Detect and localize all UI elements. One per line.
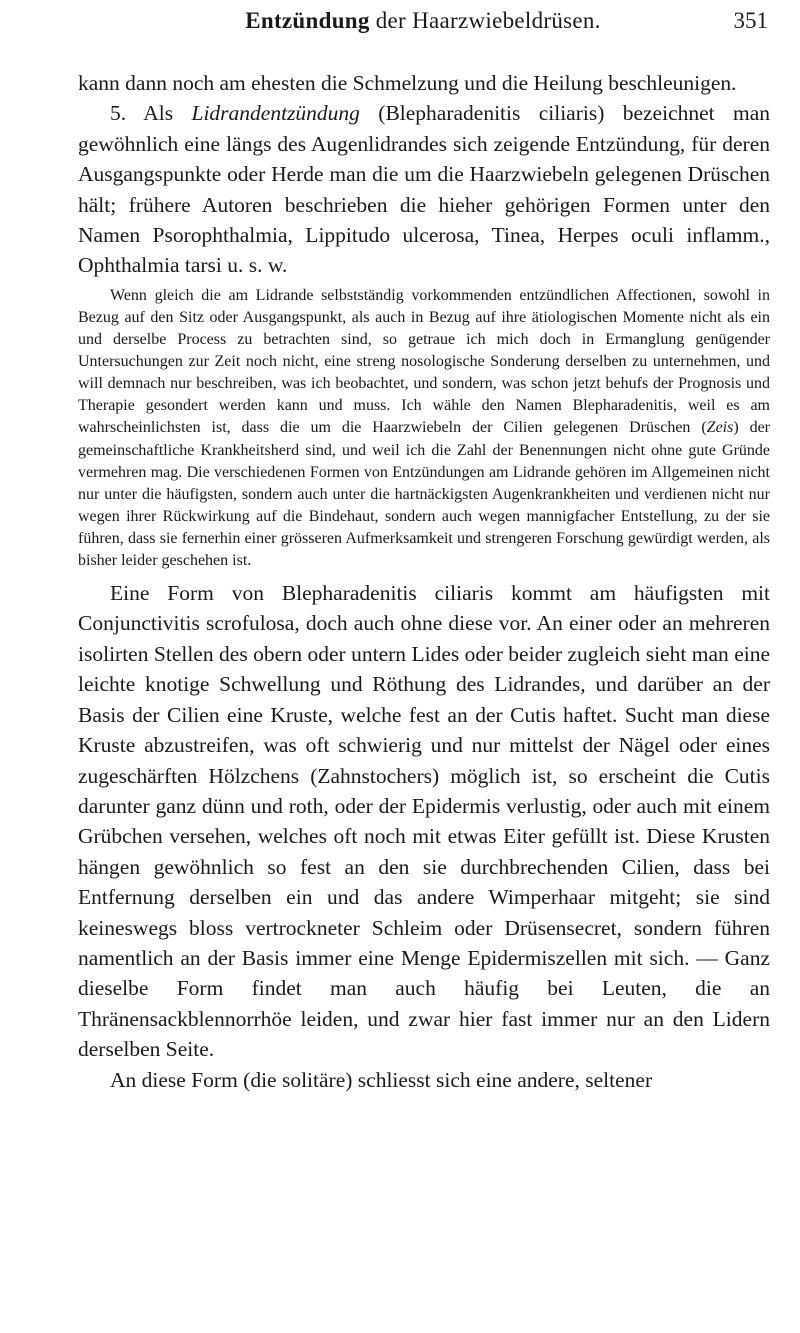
running-title xyxy=(78,8,768,34)
small-print-note xyxy=(78,285,770,572)
running-head xyxy=(78,8,768,44)
paragraph-number: 5. Als xyxy=(110,101,192,126)
running-title-rest: der Haarzwiebeldrüsen. xyxy=(369,8,601,33)
paragraph-solitary-form: Eine Form von Blepharadenitis ciliaris kommt am häufigsten mit Conjunctivitis scrofulosa, doch auch ohne diese vor. An einer oder an mehreren isolirten Stellen des obern oder untern Lides oder beider zugleich sieht man eine leichte knotige Schwellung und Röthung des Lidrandes, und darüber an der Basis der Cilien eine Kruste, welche fest an der Cutis haftet. Sucht man diese Kruste abzustreifen, was oft schwierig und nur mittelst der Nägel oder eines zugeschärften Hölzchens (Zahnstochers) möglich ist, so erscheint die Cutis darunter ganz dünn und roth, oder der Epidermis verlustig, oder auch mit einem Grübchen versehen, welches oft noch mit etwas Eiter gefüllt ist. Diese Krusten hängen gewöhnlich so fest an den sie durchbrechenden Cilien, dass bei Entfernung derselben ein und das andere Wimperhaar mitgeht; sie sind keineswegs bloss vertrockneter Schleim oder Drüsensecret, sondern führen namentlich an der Basis immer eine Menge Epidermiszellen mit sich. — Ganz dieselbe Form findet man auch häufig bei Leuten, die an Thränensackblennorrhöe leiden, und zwar hier fast immer nur an den Lidern derselben Seite. xyxy=(78,581,770,1062)
running-title-emphasis: Entzündung xyxy=(245,8,370,33)
term-italic: Lidrandentzündung xyxy=(191,101,360,126)
page-number: 351 xyxy=(733,8,768,33)
body-text xyxy=(78,68,770,1095)
note-text-rest: ) der gemeinschaftliche Krankheitsherd sind, und weil ich die Zahl der Benennungen nicht ohne gute Gründe vermehren mag. Die verschiedenen Formen von Entzündungen am Lidrande gehören im Allgemeinen nicht nur unter die häufigsten, sondern auch unter die hartnäckigsten Augenkrankheiten und verdienen nicht nur wegen ihrer Rückwirkung auf die Bindehaut, sondern auch wegen mannigfacher Entstellung, zu der sie führen, dass sie fernerhin einer grösseren Aufmerksamkeit und strengeren Forschung gewürdigt werden, als bisher leider geschehen ist. xyxy=(78,419,771,569)
note-text-start: Wenn gleich die am Lidrande selbstständig vorkommenden entzündlichen Affectionen, sowohl in Bezug auf den Sitz oder Ausgangspunkt, als auch in Bezug auf ihre ätiologischen Momente nicht als ein und derselbe Process zu betrachten sind, so getraue ich mich doch in Ermanglung genügender Untersuchungen zur Zeit noch nicht, eine streng nosologische Sonderung derselben zu unternehmen, und will demnach nur beschreiben, was ich beobachtet, und sondern, was schon jetzt behufs der Prognosis und Therapie gesondert werden kann und muss. Ich wähle den Namen Blepharadenitis, weil es am wahrscheinlichsten ist, dass die um die Haarzwiebeln der Cilien gelegenen Drüschen ( xyxy=(78,286,770,437)
paragraph-continuation: kann dann noch am ehesten die Schmelzung und die Heilung beschleunigen. xyxy=(78,71,737,95)
note-italic-author: Zeis xyxy=(706,419,734,437)
paragraph-next-form: An diese Form (die solitäre) schliesst sich eine andere, seltener xyxy=(110,1067,653,1092)
paragraph-lidrandentzuendung xyxy=(78,98,770,280)
paragraph-text: (Blepharadenitis ciliaris) bezeichnet man gewöhnlich eine längs des Augenlidrandes sich zeigende Entzündung, für deren Ausgangspunkte oder Herde man die um die Haarzwiebeln gelegenen Drüschen hält; frühere Autoren beschrieben die hieher gehörigen Formen unter den Namen Psorophthalmia, Lippitudo ulcerosa, Tinea, Herpes oculi inflamm., Ophthalmia tarsi u. s. w. xyxy=(78,101,770,278)
